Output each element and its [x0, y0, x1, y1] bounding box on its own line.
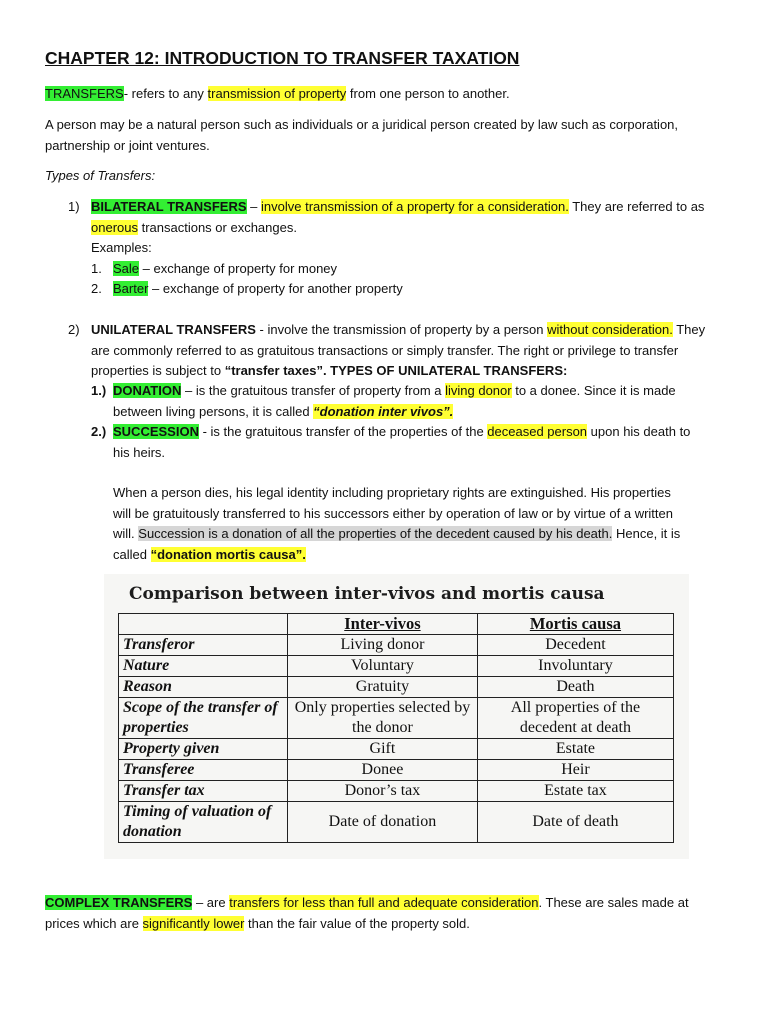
cell-inter-vivos: Voluntary: [288, 656, 478, 677]
cell-inter-vivos: Gift: [288, 739, 478, 760]
table-header-empty: [119, 614, 288, 635]
examples-label: Examples:: [91, 240, 152, 255]
bilateral-dash: –: [246, 199, 261, 214]
cell-inter-vivos: Only properties selected by the donor: [288, 698, 478, 739]
bilateral-highlight: involve transmission of a property for a consideration.: [261, 199, 569, 214]
table-row: [119, 781, 674, 802]
succession-text-1: - is the gratuitous transfer of the properties of the: [198, 424, 488, 439]
table-row: [119, 760, 674, 781]
row-label: Reason: [119, 677, 288, 698]
example-2-number: 2.: [91, 281, 102, 296]
cell-mortis-causa: Estate: [477, 739, 673, 760]
transfers-term: TRANSFERS: [45, 86, 124, 101]
cell-mortis-causa: Decedent: [477, 635, 673, 656]
comparison-title: Comparison between inter-vivos and mortis causa: [129, 584, 605, 604]
cell-inter-vivos: Living donor: [288, 635, 478, 656]
comparison-table: [118, 613, 674, 843]
row-label: Scope of the transfer of properties: [119, 698, 288, 739]
table-row: [119, 635, 674, 656]
significantly-lower-highlight: significantly lower: [142, 915, 245, 931]
row-label: Transferor: [119, 635, 288, 656]
bilateral-definition: [91, 197, 723, 238]
unilateral-term: UNILATERAL TRANSFERS: [91, 322, 256, 337]
succession-highlight: deceased person: [487, 424, 588, 439]
donation-inter-vivos-quote: “donation inter vivos”.: [313, 403, 454, 419]
unilateral-line-3a: properties is subject to: [91, 363, 225, 378]
succession-text-2: upon his death to: [587, 424, 691, 439]
donation-number: 1.): [91, 383, 107, 398]
row-label: Property given: [119, 739, 288, 760]
sale-term: Sale: [113, 261, 140, 276]
succession-line-2: his heirs.: [113, 444, 166, 460]
unilateral-text-1: - involve the transmission of property by a person: [255, 322, 548, 337]
table-header-mortis-causa: Mortis causa: [477, 614, 673, 635]
transfers-highlight: transmission of property: [207, 86, 347, 101]
unilateral-text-2: They: [672, 322, 706, 337]
complex-dash: – are: [192, 895, 230, 910]
cell-mortis-causa: Involuntary: [477, 656, 673, 677]
person-paragraph: A person may be a natural person such as individuals or a juridical person created by law such as corporation, partnership or joint ventures.: [45, 117, 679, 153]
sale-text: – exchange of property for money: [139, 261, 338, 276]
cell-mortis-causa: Death: [477, 677, 673, 698]
barter-text: – exchange of property for another property: [148, 281, 403, 296]
succession-term: SUCCESSION: [113, 424, 199, 439]
types-heading: Types of Transfers:: [45, 168, 156, 183]
example-1-number: 1.: [91, 261, 102, 276]
onerous-highlight: onerous: [91, 219, 138, 235]
death-line-2: will be gratuitously transferred to his successors either by operation of law or by virtue of a written: [113, 505, 673, 521]
bilateral-number: 1): [68, 199, 80, 214]
barter-term: Barter: [113, 281, 149, 296]
transfers-text-1: - refers to any: [123, 86, 208, 101]
table-header-row: [119, 614, 674, 635]
donation-highlight: living donor: [445, 383, 512, 398]
table-header-inter-vivos: Inter-vivos: [288, 614, 478, 635]
unilateral-highlight: without consideration.: [547, 322, 673, 337]
death-line-4a: called: [113, 546, 151, 562]
chapter-title: CHAPTER 12: INTRODUCTION TO TRANSFER TAXATION: [45, 48, 520, 68]
table-row: [119, 656, 674, 677]
succession-gray-highlight: Succession is a donation of all the properties of the decedent caused by his death.: [138, 526, 613, 541]
cell-mortis-causa: All properties of the decedent at death: [477, 698, 673, 739]
cell-inter-vivos: Date of donation: [288, 802, 478, 843]
row-label: Timing of valuation of donation: [119, 802, 288, 843]
transfers-definition: [45, 84, 723, 105]
unilateral-definition: [91, 320, 723, 382]
table-row: [119, 739, 674, 760]
cell-inter-vivos: Donee: [288, 760, 478, 781]
row-label: Transferee: [119, 760, 288, 781]
bilateral-text-1: They are referred to as: [568, 199, 705, 214]
cell-mortis-causa: Heir: [477, 760, 673, 781]
bilateral-text-2: transactions or exchanges.: [137, 219, 297, 235]
donation-line-2: between living persons, it is called: [113, 403, 314, 419]
succession-number: 2.): [91, 424, 107, 439]
unilateral-line-2: are commonly referred to as gratuitous transactions or simply transfer. The right or privilege to transfer: [91, 342, 679, 358]
row-label: Transfer tax: [119, 781, 288, 802]
cell-mortis-causa: Date of death: [477, 802, 673, 843]
cell-inter-vivos: Donor’s tax: [288, 781, 478, 802]
complex-text-1: . These are sales made at: [538, 895, 689, 910]
death-line-1: When a person dies, his legal identity including proprietary rights are extinguished. His properties: [113, 485, 671, 500]
unilateral-number: 2): [68, 322, 80, 337]
donation-mortis-causa-quote: “donation mortis causa”.: [150, 546, 306, 562]
table-row: [119, 677, 674, 698]
example-barter: [113, 279, 673, 300]
donation-text-2: to a donee. Since it is made: [511, 383, 676, 398]
row-label: Nature: [119, 656, 288, 677]
table-row: [119, 802, 674, 843]
complex-line-2a: prices which are: [45, 915, 143, 931]
donation-term: DONATION: [113, 383, 182, 398]
succession-definition: [113, 422, 723, 463]
cell-mortis-causa: Estate tax: [477, 781, 673, 802]
bilateral-term: BILATERAL TRANSFERS: [91, 199, 247, 214]
complex-highlight: transfers for less than full and adequate consideration: [229, 895, 539, 910]
complex-term: COMPLEX TRANSFERS: [45, 895, 193, 910]
complex-transfers-definition: [45, 893, 723, 934]
donation-text-1: – is the gratuitous transfer of property from a: [181, 383, 446, 398]
example-sale: [113, 259, 673, 280]
complex-line-2b: than the fair value of the property sold.: [244, 915, 470, 931]
death-line-3a: will.: [113, 526, 139, 541]
death-line-3b: Hence, it is: [612, 526, 681, 541]
death-paragraph: [113, 483, 723, 565]
donation-definition: [113, 381, 723, 422]
cell-inter-vivos: Gratuity: [288, 677, 478, 698]
transfers-text-2: from one person to another.: [346, 86, 510, 101]
table-row: [119, 698, 674, 739]
unilateral-line-3b: “transfer taxes”. TYPES OF UNILATERAL TRANSFERS:: [224, 363, 568, 378]
